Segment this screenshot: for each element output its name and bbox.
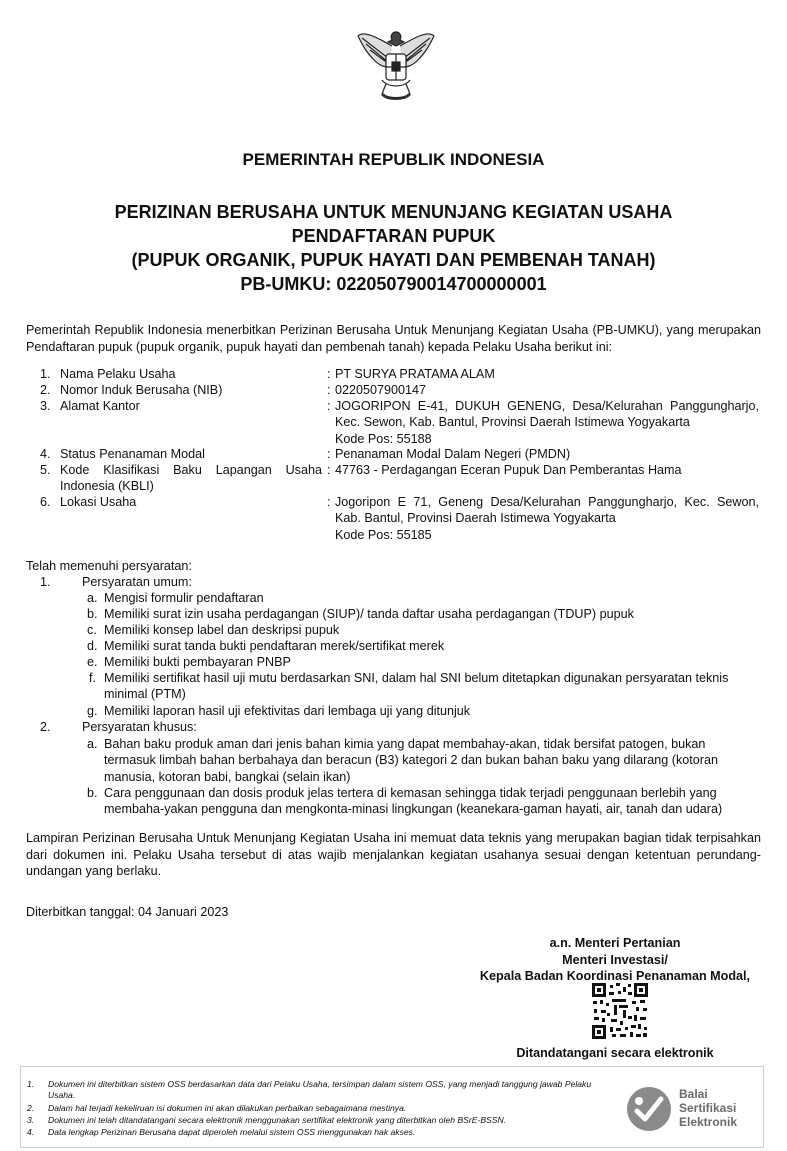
electronic-signature-note: Ditandatangani secara elektronik [516, 1046, 714, 1060]
footnote: Dokumen ini diterbitkan sistem OSS berdasarkan data dari Pelaku Usaha, tersimpan dalam sistem OSS, yang menjadi tanggung jawab Pelaku Usaha. [48, 1079, 592, 1100]
detail-value: Penanaman Modal Dalam Negeri (PMDN) [335, 447, 571, 461]
detail-number: 3. [40, 399, 51, 413]
requirement-item: Memiliki surat tanda bukti pendaftaran merek/sertifikat merek [104, 639, 445, 653]
license-number: PB-UMKU: 022050790014700000001 [240, 274, 547, 294]
footnote: Dokumen ini telah ditandatangani secara elektronik menggunakan sertifikat elektronik yang diterbitkan oleh BSrE-BSSN. [48, 1115, 507, 1125]
requirement-item: Memiliki surat izin usaha perdagangan (SIUP)/ tanda daftar usaha perdagangan (TDUP) pupuk [104, 607, 634, 621]
detail-label: Lokasi Usaha [60, 495, 137, 509]
requirements-heading: Telah memenuhi persyaratan: [26, 559, 192, 573]
closing-paragraph: Lampiran Perizinan Berusaha Untuk Menunjang Kegiatan Usaha ini memuat data teknis yang merupakan bagian tidak terpisahkan dari dokumen ini. Pelaku Usaha tersebut di atas wajib menjalankan kegiatan usahanya sesuai dengan ketentuan perundang-undangan yang berlaku. [26, 831, 761, 878]
bsre-logo-icon [625, 1085, 673, 1133]
detail-value: 0220507900147 [335, 383, 427, 397]
item-letter: f. [89, 671, 96, 685]
requirement-item: Memiliki laporan hasil uji efektivitas dari lembaga uji yang ditunjuk [104, 704, 471, 718]
requirement-group-title: Persyaratan umum: [82, 575, 192, 589]
footnote-number: 2. [27, 1103, 35, 1113]
footnote-number: 1. [27, 1079, 35, 1089]
requirement-group-title: Persyaratan khusus: [82, 720, 197, 734]
item-letter: g. [87, 704, 98, 718]
detail-number: 6. [40, 495, 51, 509]
item-letter: a. [87, 737, 98, 751]
bsre-logo [625, 1083, 755, 1139]
title-line: PERIZINAN BERUSAHA UNTUK MENUNJANG KEGIATAN USAHA [114, 202, 673, 222]
detail-number: 1. [40, 367, 51, 381]
requirement-number: 1. [40, 575, 51, 589]
address-text: JOGORIPON E-41, DUKUH GENENG, Desa/Kelurahan Panggungharjo, Kec. Sewon, Kab. Bantul, Provinsi Daerah Istimewa Yogyakarta [335, 399, 759, 430]
detail-value: 47763 - Perdagangan Eceran Pupuk Dan Pemberantas Hama [335, 463, 682, 477]
item-letter: e. [87, 655, 98, 669]
requirement-item: Cara penggunaan dan dosis produk jelas tertera di kemasan sehingga tidak terjadi penggunaan berlebih yang membaha-yakan pengguna dan mengkonta-minasi lingkungan (keanekara-gaman hayati, air, tanah dan udara) [104, 786, 723, 817]
detail-label: Nomor Induk Berusaha (NIB) [60, 383, 223, 397]
postal-code: Kode Pos: 55185 [335, 527, 432, 542]
title-line: PENDAFTARAN PUPUK [291, 226, 496, 246]
item-letter: b. [87, 607, 98, 621]
requirement-item: Memiliki konsep label dan deskripsi pupuk [104, 623, 340, 637]
detail-number: 4. [40, 447, 51, 461]
requirement-item: Mengisi formulir pendaftaran [104, 591, 264, 605]
detail-number: 5. [40, 463, 51, 477]
logo-text: Balai [679, 1087, 708, 1101]
signature-block [468, 935, 762, 985]
footnote: Dalam hal terjadi kekeliruan isi dokumen ini akan dilakukan perbaikan sebagaimana mestinya. [48, 1103, 407, 1113]
footnote: Data lengkap Perizinan Berusaha dapat diperoleh melalui sistem OSS menggunakan hak akses. [48, 1127, 416, 1137]
detail-value [335, 494, 759, 543]
item-letter: c. [87, 623, 97, 637]
signatory-line: Menteri Investasi/ [562, 952, 668, 967]
detail-value: PT SURYA PRATAMA ALAM [335, 367, 495, 381]
title-line: (PUPUK ORGANIK, PUPUK HAYATI DAN PEMBENAH TANAH) [131, 250, 656, 270]
requirement-item: Memiliki sertifikat hasil uji mutu berdasarkan SNI, dalam hal SNI belum ditetapkan digunakan persyaratan teknis minimal (PTM) [104, 671, 729, 702]
footnote-number: 3. [27, 1115, 35, 1125]
detail-label: Status Penanaman Modal [60, 447, 205, 461]
detail-value [335, 398, 759, 447]
detail-label: Kode Klasifikasi Baku Lapangan Usaha Indonesia (KBLI) [60, 463, 322, 494]
detail-label: Nama Pelaku Usaha [60, 367, 176, 381]
item-letter: b. [87, 786, 98, 800]
issue-date: Diterbitkan tanggal: 04 Januari 2023 [26, 905, 229, 919]
postal-code: Kode Pos: 55188 [335, 431, 432, 446]
garuda-emblem-icon [352, 24, 440, 108]
detail-label: Alamat Kantor [60, 399, 140, 413]
item-letter: a. [87, 591, 98, 605]
footnote-number: 4. [27, 1127, 35, 1137]
requirement-number: 2. [40, 720, 51, 734]
requirement-item: Memiliki bukti pembayaran PNBP [104, 655, 291, 669]
logo-text: Elektronik [679, 1115, 738, 1129]
detail-number: 2. [40, 383, 51, 397]
signatory-line: Kepala Badan Koordinasi Penanaman Modal, [479, 969, 751, 983]
qr-code-icon [592, 983, 648, 1039]
government-heading: PEMERINTAH REPUBLIK INDONESIA [242, 150, 545, 169]
logo-text: Sertifikasi [679, 1101, 737, 1115]
location-text: Jogoripon E 71, Geneng Desa/Kelurahan Panggungharjo, Kec. Sewon, Kab. Bantul, Provinsi Daerah Istimewa Yogyakarta [335, 495, 759, 526]
intro-paragraph: Pemerintah Republik Indonesia menerbitkan Perizinan Berusaha Untuk Menunjang Kegiatan Usaha (PB-UMKU), yang merupakan Pendaftaran pupuk (pupuk organik, pupuk hayati dan pembenah tanah) kepada Pelaku Usaha berikut ini: [26, 323, 761, 354]
item-letter: d. [87, 639, 98, 653]
signatory-line: a.n. Menteri Pertanian [549, 936, 681, 950]
document-title [0, 200, 787, 296]
requirement-item: Bahan baku produk aman dari jenis bahan kimia yang dapat membahay-akan, tidak bersifat patogen, bukan termasuk limbah bahan berbahaya dan beracun (B3) kategori 2 dan bukan bahan baku yang dilarang (kotoran manusia, kotoran babi, bangkai (selain ikan) [104, 737, 719, 784]
